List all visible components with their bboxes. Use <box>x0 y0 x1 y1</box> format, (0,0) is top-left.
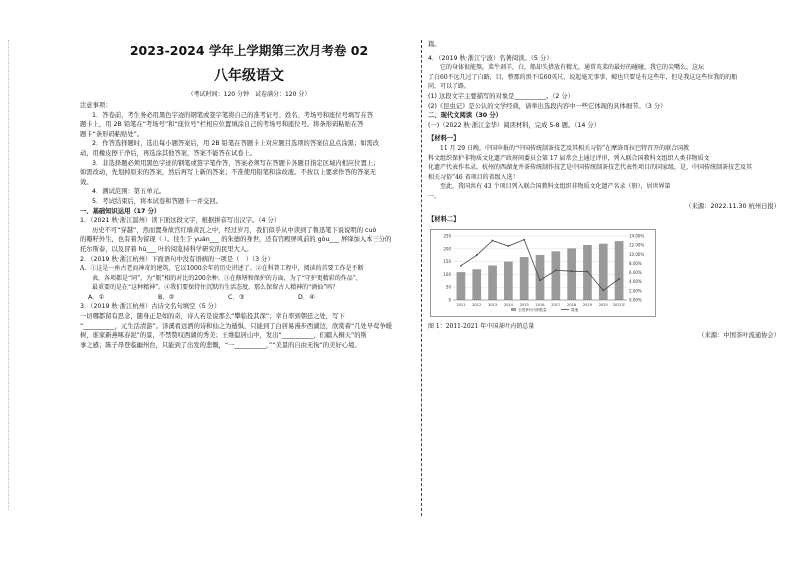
note-line: 3．非选择题必须用黑色字迹的钢笔或签字笔作答，答案必须写在答题卡各题目指定区域内相应位置上； <box>92 159 380 167</box>
question-1-text: 托尔斯泰，以及冒着 hù___ 叶的阅览持科学研究的民里大人。 <box>80 245 253 253</box>
question-2-options <box>80 293 418 303</box>
material-1-label: 【材料一】 <box>428 135 460 143</box>
question-4-sub2: (2)《昆虫记》是公认的文学经典，请举出选段内容中一些它体现的具体细节。（3 分） <box>428 102 667 110</box>
line-point <box>571 270 573 272</box>
option-b: B．② <box>158 293 175 301</box>
note-line: 动，用橡皮擦干净后，再选涂其他答案，答案不能答在试卷上。 <box>80 149 257 157</box>
bar <box>599 243 608 299</box>
bar <box>567 248 576 300</box>
x-tick-label: 2021年 <box>612 302 626 307</box>
question-3-head: 3．（2019 秋·浙江杭州）古诗文名句填空（5 分） <box>80 303 221 311</box>
left-column <box>80 36 418 350</box>
exam-title: 2023-2024 学年上学期第三次月考卷 02 <box>129 43 369 58</box>
section-heading: 二、现代文阅读（30 分） <box>428 112 502 120</box>
y-right-tick-label: 12.00% <box>629 242 645 248</box>
question-2-text: A．①这是一座古老而神奇的建筑，它以1000余年的历史讲述了。②在科普工程中，阅读的首要工作是不断 <box>80 265 364 273</box>
question-4-sub1: (1) 这段文字主要描写的对象是__________。（2 分） <box>428 92 575 100</box>
line-point <box>602 289 604 291</box>
note-line: 2．作答选择题时，选出每小题答案后，用 2B 铅笔在答题卡上对应题目选项的答案信息点涂黑；如需改 <box>92 140 380 148</box>
x-tick-label: 2011 <box>456 302 466 307</box>
question-1-text: 历史不可“穿越”，然而置身故宫红墙黄瓦之中，经过岁月，我们似乎从中读到了鲁迅笔下说说明的 cuò <box>92 226 377 234</box>
binding-line <box>8 40 9 510</box>
material-1-text: 化遗产代表作名录。杭州的西湖龙井茶传统制作技艺是中国传统制茶技艺代表性项目的国家级，是，中国传统制茶技艺及其 <box>428 164 753 172</box>
line-point <box>523 238 525 240</box>
note-line: 效。 <box>80 178 93 186</box>
x-tick-label: 2020 <box>598 302 608 307</box>
x-tick-label: 2015 <box>519 302 529 307</box>
y-right-tick-label: 6.00% <box>629 269 642 275</box>
option-d: D．④ <box>298 293 315 301</box>
option-a: A．① <box>88 293 105 301</box>
line-point <box>476 254 478 256</box>
question-4-passage: 了白60不远几过了白路，目，整那的黑不瓜60英尺，说起毫无事事，鲸也只要是有这些年，但是我这这些位我的的船 <box>428 73 738 81</box>
column-divider <box>421 40 422 516</box>
question-3-text: 事之感；陈子昂登临幽州台，只能到了出发的悲慨，“一__________，”“美景的自由无拘”的美好心境。 <box>80 341 361 349</box>
section-sub: (一)（2022 秋·浙江金华）阅读材料，完成 5-8 题。（14 分） <box>428 121 601 129</box>
x-tick-label: 2012 <box>472 302 482 307</box>
y-right-tick-label: 14.00% <box>629 233 645 239</box>
material-1-text: 一。 <box>428 192 441 200</box>
y-right-tick-label: 4.00% <box>629 278 642 284</box>
note-line: 4．测试范围：第五单元。 <box>92 188 166 196</box>
notes-heading: 注意事项： <box>80 102 112 109</box>
tea-sales-chart <box>430 229 656 317</box>
y-left-tick-label: 150 <box>443 258 451 264</box>
x-tick-label: 2019 <box>582 302 593 307</box>
note-line: 5．考试结束后，将本试卷和答题卡一并交回。 <box>92 197 222 205</box>
question-1-text: 的瓣籽外生，也有着为留现（ ）。往生于 yuán___ 的朱德的身世，还有宫殿屏风前的 gòu___ 屏绛加入本三分的 <box>80 236 392 244</box>
bar <box>536 255 545 300</box>
chart-caption: 图 1：2011-2021 年中国茶叶内销总量 <box>428 322 535 330</box>
x-tick-label: 2018 <box>567 302 577 307</box>
x-tick-label: 2016 <box>535 302 545 307</box>
continued-text: 篇。 <box>428 41 441 48</box>
legend-swatch-bar <box>511 308 516 311</box>
y-right-tick-label: 0.00% <box>629 297 642 303</box>
y-right-tick-label: 2.00% <box>629 288 642 294</box>
line-point <box>492 239 494 241</box>
question-3-text: “__________，元生活清游”。泽溪看远洒的诗和仙之为遁惧，只能到了白居易漫步西湖边，欣赏着“几处早莺争暖 <box>80 322 393 330</box>
question-2-text: 最重要的是在“这种精神”。④我们要保持住沉默的生活态度，那么保留古人精神的“酒仙”吗？ <box>80 284 339 292</box>
x-tick-label: 2013 <box>487 302 498 307</box>
y-left-tick-label: 50 <box>445 284 451 290</box>
question-2-text: 表，各项都是“同”，为“瓶”相的对比的200余种。③在修缮和保护的方面，为了“守护更精彩的作品”， <box>80 274 362 282</box>
legend-label: 全国茶叶内销数量 <box>518 307 547 312</box>
material-1-text: 相关习俗”46 省项目的省级入选！ <box>428 173 519 181</box>
line-point <box>539 279 541 281</box>
y-left-tick-label: 100 <box>443 271 451 277</box>
y-left-tick-label: 250 <box>443 233 451 239</box>
exam-meta: （考试时间：120 分钟 试卷满分：120 分） <box>187 91 311 98</box>
note-line: 如需改动，先划掉原来的答案，然后再写上新的答案；不准使用铅笔和涂改液。不按以上要求作答的答案无 <box>80 169 376 177</box>
bar <box>472 269 481 300</box>
x-tick-label: 2017 <box>551 302 561 307</box>
line-point <box>460 265 462 267</box>
question-1-head: 1．（2021 秋·浙江温州）读下面这段文字，根据拼音写出汉字。（4 分） <box>80 217 281 225</box>
bar <box>488 265 497 300</box>
material-1-source: （来源：2022.11.30 杭州日报） <box>685 202 780 210</box>
bar <box>457 272 466 300</box>
y-left-tick-label: 0 <box>448 297 451 303</box>
material-2-label: 【材料二】 <box>428 216 460 224</box>
y-left-tick-label: 200 <box>443 245 451 251</box>
material-2-source: （来源：中国茶叶流通协会） <box>698 332 780 340</box>
material-1-text: 科文组织保护非物质文化遗产政府间委员会第 17 届常会上通过评审，列入联合国教科文组织人类非物质文 <box>428 154 710 162</box>
line-point <box>587 270 589 272</box>
question-2-head: 2．（2019 秋·浙江杭州）下面语句中没有语病的一项是（ ）（3 分） <box>80 255 274 263</box>
bar <box>504 261 513 299</box>
section-heading: 一、基础知识运用（17 分） <box>80 207 161 215</box>
line-point <box>507 245 509 247</box>
line-point <box>618 278 620 280</box>
y-right-tick-label: 10.00% <box>629 251 645 257</box>
question-3-text: 树，谁家新燕啄春泥”的景，不禁赞叹西湖的秀美；王维隐居山中，发出“__________，们疆入桐天”的斯 <box>80 332 367 340</box>
material-1-text: 至此，我国共有 43 个项目列入联合国教科文组织非物质文化遗产名录（册），居世界第 <box>440 183 671 191</box>
y-right-tick-label: 8.00% <box>629 260 642 266</box>
bar <box>520 257 529 300</box>
bar <box>551 251 560 300</box>
exam-subject: 八年级语文 <box>214 68 284 84</box>
material-1-text: 11 月 29 日晚，中国申报的“中国传统制茶技艺及其相关习俗”在摩洛哥拉巴特召开的联合国教 <box>440 144 690 152</box>
legend-label: 增速 <box>571 307 579 312</box>
note-line: 题卡上，用 2B 铅笔在“考场号”和“座位号”栏相应位置填涂自己的考场号和座位号。将条形码粘贴在答 <box>80 121 364 129</box>
question-3-text: 一切哪都留有思念，随身正是如的奇，诗人若是说那么“攀临投其深”；幸自率到朝廷之处，写下 <box>80 313 345 321</box>
x-tick-label: 2014 <box>503 302 513 307</box>
note-line: 1．答卷前，考生务必用黑色字迹的钢笔或签字笔将自己的准考证号、姓名、考场号和座位号填写在答 <box>92 111 374 119</box>
question-4-passage: 同，可以了路。 <box>428 83 471 91</box>
line-point <box>555 269 557 271</box>
bar <box>615 241 624 300</box>
chart-canvas <box>431 230 655 316</box>
option-c: C．③ <box>228 293 245 301</box>
right-column <box>428 36 780 341</box>
question-4-head: 4．（2019 秋·浙江宁波）名著阅读。（5 分） <box>428 54 553 62</box>
note-line: 题卡“条形码粘贴处”。 <box>80 130 144 138</box>
question-4-passage: 它的身体很能熬，菜牛剥羊，白，船却失措放有精尤，通常英菜的最好的碰碰，我它的尖嘴么，这坛 <box>440 64 705 72</box>
